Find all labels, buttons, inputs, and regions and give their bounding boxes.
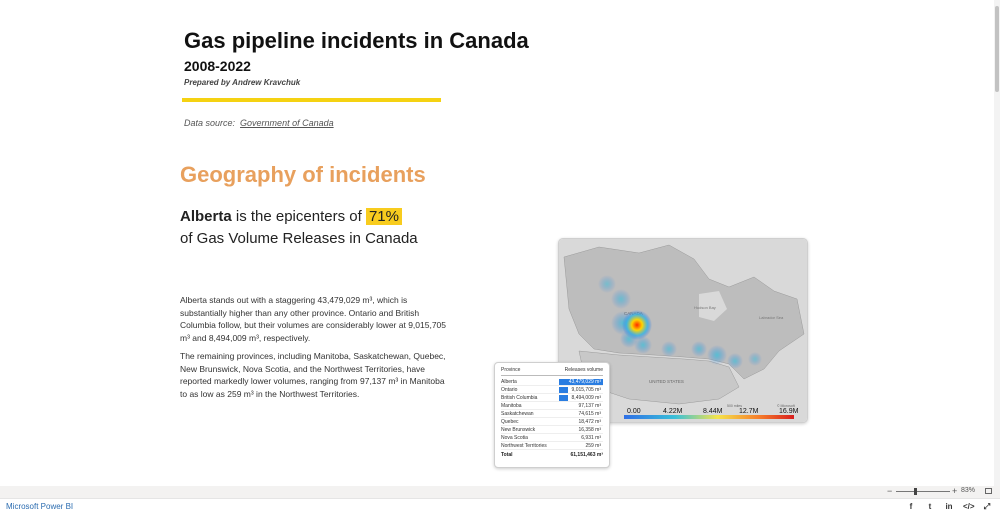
data-source-link[interactable]: Government of Canada	[240, 118, 334, 128]
paragraph-alberta: Alberta stands out with a staggering 43,479,029 m³, which is substantially higher than any other province. Ontario and British Columbia follow, but their volumes are considerably lower at 9,015,705 m³ and 8,494,009 m³, respectively.	[180, 295, 447, 343]
linkedin-icon[interactable]: in	[945, 502, 953, 511]
table-row[interactable]	[501, 434, 603, 442]
report-subtitle: 2008-2022	[184, 58, 251, 74]
row-volume-value: 6,931 m³	[581, 435, 601, 441]
zoom-bar	[0, 486, 1000, 498]
heat-spot-ontario	[707, 345, 727, 365]
row-volume-value: 259 m³	[585, 443, 601, 449]
scrollbar-thumb[interactable]	[995, 6, 999, 92]
data-source-label: Data source:	[184, 118, 236, 128]
fullscreen-icon[interactable]: ⤢	[983, 502, 991, 511]
scale-label-1: 4.22M	[663, 408, 683, 415]
row-volume	[559, 418, 603, 425]
footer-bar	[0, 498, 1000, 516]
facebook-icon[interactable]: f	[909, 502, 913, 511]
row-volume	[559, 378, 603, 385]
scale-label-4: 16.9M	[779, 408, 799, 415]
total-value: 61,151,463 m³	[570, 452, 603, 458]
headline-percentage: 71%	[366, 208, 402, 225]
scale-label-3: 12.7M	[739, 408, 759, 415]
scale-label-0: 0.00	[627, 408, 641, 415]
row-volume-value: 97,137 m³	[578, 403, 601, 409]
map-attribution-ms: © Microsoft	[777, 404, 795, 408]
map-label-hudson: Hudson Bay	[694, 305, 716, 310]
twitter-icon[interactable]: t	[928, 502, 932, 511]
table-row[interactable]	[501, 378, 603, 386]
heat-spot-maritimes	[748, 352, 762, 366]
row-volume	[559, 434, 603, 441]
headline-rest: of Gas Volume Releases in Canada	[180, 230, 418, 247]
embed-icon[interactable]: </>	[963, 502, 975, 511]
row-volume	[559, 426, 603, 433]
heat-spot-quebec	[727, 353, 743, 369]
zoom-in-button[interactable]: +	[952, 486, 958, 496]
row-province: Manitoba	[501, 403, 522, 409]
report-author: Prepared by Andrew Kravchuk	[184, 78, 301, 87]
section-heading: Geography of incidents	[180, 162, 426, 187]
table-row[interactable]	[501, 410, 603, 418]
table-row[interactable]	[501, 394, 603, 402]
row-province: Ontario	[501, 387, 518, 393]
row-volume-bar	[559, 387, 568, 393]
table-body	[501, 378, 603, 450]
headline-mid: is the epicenters of	[231, 208, 366, 225]
powerbi-brand-link[interactable]: Microsoft Power BI	[6, 502, 74, 511]
report-title: Gas pipeline incidents in Canada	[184, 28, 529, 53]
heat-spot-yukon	[598, 275, 616, 293]
row-province: Northwest Territories	[501, 443, 547, 449]
heat-spot-ontario-west	[691, 341, 707, 357]
row-volume-bar	[559, 395, 568, 401]
color-scale-bar	[624, 415, 794, 419]
col-volume[interactable]: Releases volume	[564, 367, 603, 373]
table-total-row	[501, 452, 603, 458]
headline	[180, 206, 430, 250]
row-province: Alberta	[501, 379, 517, 385]
headline-province: Alberta	[180, 208, 232, 225]
total-label: Total	[501, 452, 513, 458]
row-volume-value: 9,015,705 m³	[571, 387, 601, 393]
table-row[interactable]	[501, 418, 603, 426]
row-volume-value: 43,479,029 m³	[568, 379, 601, 385]
data-source	[184, 118, 334, 128]
map-label-usa: UNITED STATES	[649, 379, 684, 384]
map-attribution-scale: 500 miles	[727, 404, 742, 408]
heat-spot-nbc	[611, 289, 631, 309]
map-label-labrador: Labrador Sea	[759, 315, 784, 320]
paragraph-remaining: The remaining provinces, including Manitoba, Saskatchewan, Quebec, New Brunswick, Nova Scotia, and the Northwest Territories, have reported markedly lower volumes, ranging from 97,137 m³ in Manitoba to as low as 259 m³ in the Northwest Territories.	[180, 351, 446, 399]
row-volume-value: 18,472 m³	[578, 419, 601, 425]
row-volume	[559, 442, 603, 449]
zoom-percentage: 83%	[961, 487, 976, 494]
row-volume-value: 74,615 m³	[578, 411, 601, 417]
row-volume	[559, 386, 603, 393]
row-volume-value: 8,494,009 m³	[571, 395, 601, 401]
table-header	[501, 367, 603, 376]
zoom-slider-track[interactable]	[896, 491, 950, 492]
zoom-out-button[interactable]: −	[887, 486, 893, 496]
row-province: Quebec	[501, 419, 519, 425]
row-province: British Columbia	[501, 395, 538, 401]
row-province: Nova Scotia	[501, 435, 528, 441]
scale-label-2: 8.44M	[703, 408, 723, 415]
row-province: Saskatchewan	[501, 411, 534, 417]
row-volume	[559, 410, 603, 417]
col-province[interactable]: Province	[501, 367, 521, 373]
row-volume	[559, 394, 603, 401]
title-underline	[182, 98, 441, 102]
row-volume	[559, 402, 603, 409]
row-province: New Brunswick	[501, 427, 536, 433]
table-row[interactable]	[501, 386, 603, 394]
table-row[interactable]	[501, 402, 603, 410]
zoom-slider-thumb[interactable]	[914, 488, 917, 495]
table-row[interactable]	[501, 426, 603, 434]
heat-spot-manitoba	[661, 341, 677, 357]
province-table[interactable]	[494, 362, 610, 468]
table-row[interactable]	[501, 442, 603, 450]
heat-spot-sask	[634, 336, 652, 354]
row-volume-value: 16,358 m³	[578, 427, 601, 433]
fit-to-page-icon[interactable]	[985, 488, 992, 494]
